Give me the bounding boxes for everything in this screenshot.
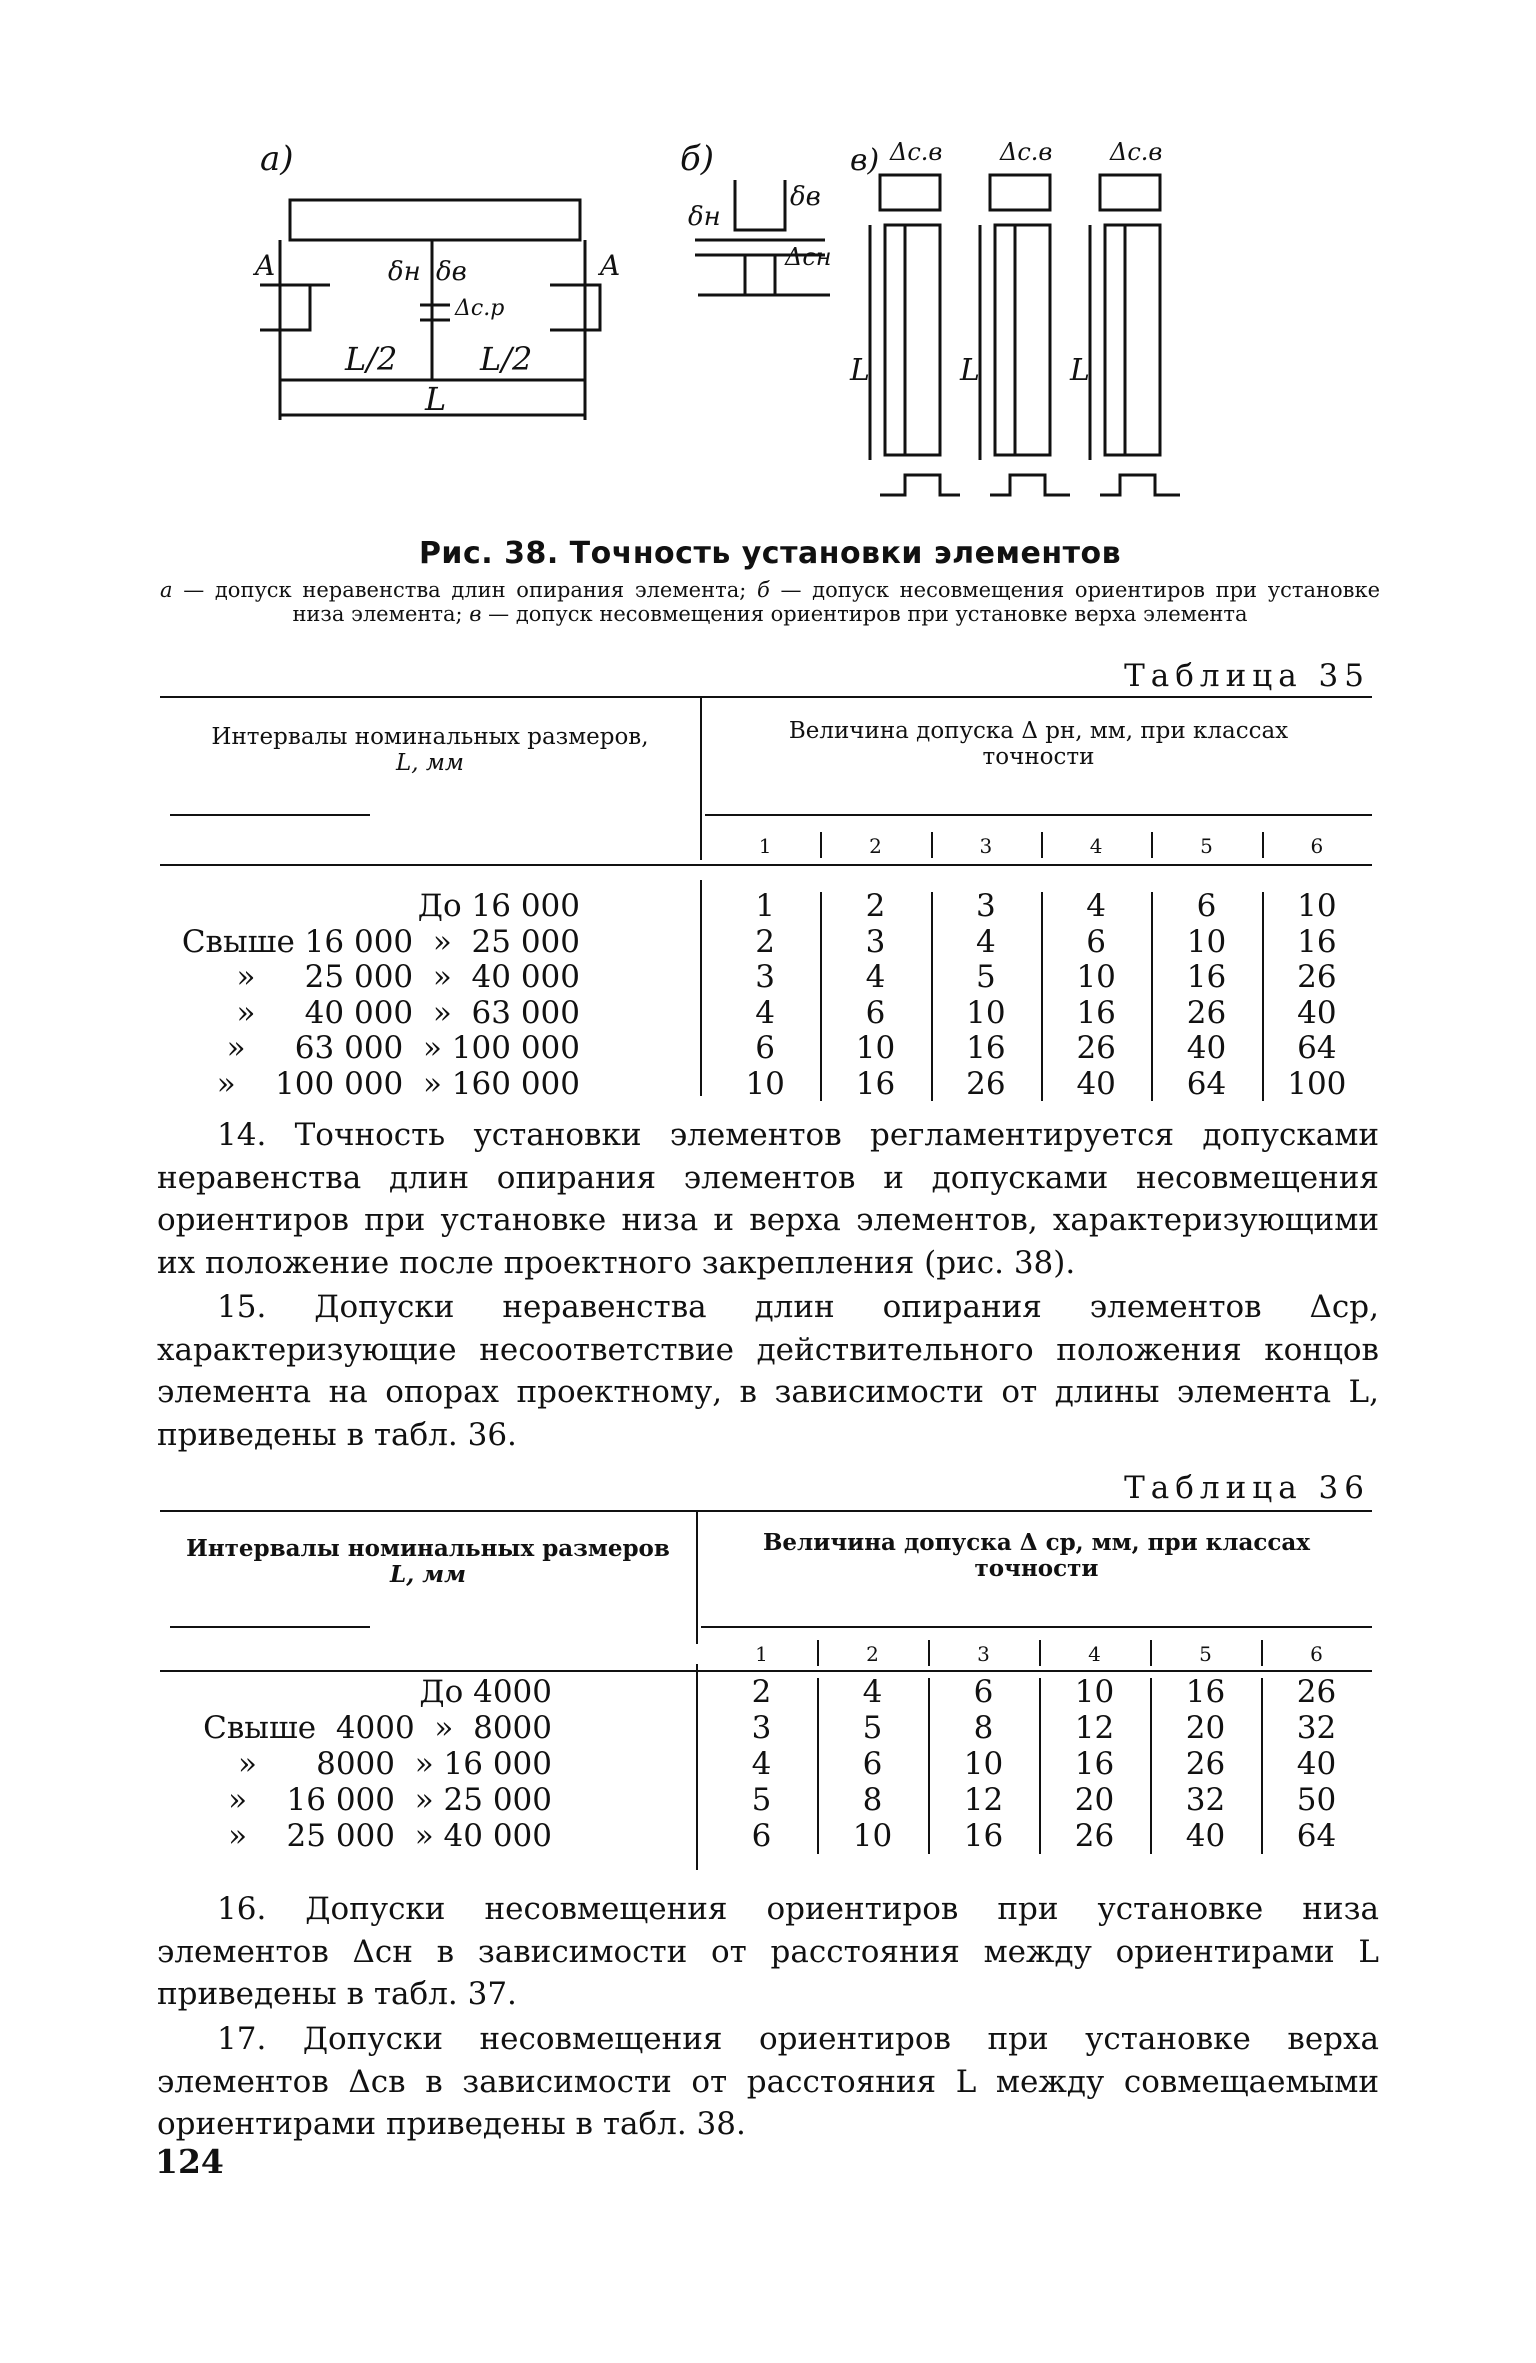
paragraph-17 xyxy=(157,2018,1379,2146)
value-cell: 50 xyxy=(1296,1782,1337,1818)
value-cell: 4 xyxy=(975,923,996,960)
table-36-header-left-2: L, мм xyxy=(390,1561,466,1588)
value-cell: 10 xyxy=(963,1746,1004,1782)
table-35 xyxy=(160,696,1372,1106)
value-cell: 40 xyxy=(1185,1818,1226,1854)
table-35-header-left-1: Интервалы номинальных размеров, xyxy=(211,724,649,750)
sym-delta-n-b: δн xyxy=(688,202,721,232)
paragraph-17-text: 17. Допуски несовмещения ориентиров при установке верха элементов Δсв в зависимости от расстояния L между совмещаемыми ориентирами приведены в табл. 38. xyxy=(157,2021,1379,2142)
value-cell: 16 xyxy=(1297,923,1337,960)
sym-L-v-1: L xyxy=(850,353,870,388)
table-35-header-right xyxy=(705,718,1372,770)
value-cell: 6 xyxy=(1196,888,1217,924)
class-header-6: 6 xyxy=(1310,1642,1323,1666)
interval-cell: » 25 000 » 40 000 xyxy=(228,1818,552,1854)
value-cell: 3 xyxy=(755,959,776,995)
class-header-2: 2 xyxy=(869,834,882,858)
value-cell: 10 xyxy=(745,1065,785,1102)
value-cell: 16 xyxy=(1186,959,1227,995)
value-cell: 32 xyxy=(1296,1710,1337,1746)
value-cell: 26 xyxy=(1074,1818,1115,1854)
value-cell: 26 xyxy=(966,1065,1006,1102)
caption-key-v: в xyxy=(469,602,482,626)
value-cell: 10 xyxy=(1297,888,1337,924)
class-header-5: 5 xyxy=(1200,834,1213,858)
sym-delta-cv-2: Δс.в xyxy=(1000,138,1053,166)
class-header-6: 6 xyxy=(1310,834,1324,858)
paragraph-14-text: 14. Точность установки элементов регламентируется допусками неравенства длин опирания элементов и допусками несовмещения ориентиров при установке низа и верха элементов, характеризующими их положение после проектного закрепления (рис. 38). xyxy=(157,1117,1379,1281)
value-cell: 2 xyxy=(865,888,886,924)
value-cell: 20 xyxy=(1074,1782,1115,1818)
value-cell: 26 xyxy=(1297,959,1337,995)
interval-cell: » 63 000 » 100 000 xyxy=(226,1030,580,1066)
beam-a xyxy=(290,200,580,240)
value-cell: 16 xyxy=(1185,1674,1226,1710)
paragraph-14 xyxy=(157,1114,1379,1284)
value-cell: 32 xyxy=(1185,1782,1226,1818)
table-36-label: Таблица 36 xyxy=(1124,1470,1370,1506)
sym-A-left: A xyxy=(255,249,276,282)
table-35-label: Таблица 35 xyxy=(1124,658,1370,694)
element-b xyxy=(735,180,785,230)
sym-delta-v-b: δв xyxy=(790,182,821,212)
value-cell: 12 xyxy=(963,1782,1004,1818)
table-36-header-left-1: Интервалы номинальных размеров xyxy=(186,1535,670,1562)
value-cell: 20 xyxy=(1185,1710,1226,1746)
class-header-1: 1 xyxy=(758,834,772,858)
interval-cell: » 100 000 » 160 000 xyxy=(216,1065,580,1102)
paragraph-15-text: 15. Допуски неравенства длин опирания элементов Δср, характеризующие несоответствие действительного положения концов элемента на опорах проектному, в зависимости от длины элемента L, приведены в табл. 36. xyxy=(157,1289,1379,1453)
value-cell: 100 xyxy=(1287,1065,1347,1102)
interval-cell: Свыше 16 000 » 25 000 xyxy=(181,923,580,960)
caption-key-b: б xyxy=(757,578,770,602)
value-cell: 16 xyxy=(855,1065,896,1102)
caption-text-v: — допуск несовмещения ориентиров при установке верха элемента xyxy=(481,602,1248,626)
value-cell: 12 xyxy=(1074,1710,1115,1746)
sym-L-v-3: L xyxy=(1070,353,1090,388)
value-cell: 26 xyxy=(1185,1746,1226,1782)
caption-text-a: — допуск неравенства длин опирания элемента; xyxy=(172,578,757,602)
table-36-header-right xyxy=(701,1530,1372,1582)
value-cell: 40 xyxy=(1076,1065,1116,1102)
paragraph-15 xyxy=(157,1286,1379,1456)
value-cell: 4 xyxy=(755,994,776,1031)
value-cell: 3 xyxy=(751,1710,772,1746)
value-cell: 10 xyxy=(1186,923,1227,960)
table-35-header-right-1: Величина допуска Δ рн, мм, при классах xyxy=(788,718,1289,744)
value-cell: 10 xyxy=(1074,1674,1115,1710)
value-cell: 16 xyxy=(1074,1746,1115,1782)
column-v-1 xyxy=(885,225,940,455)
value-cell: 16 xyxy=(966,1030,1006,1066)
figure-38 xyxy=(240,130,1320,530)
value-cell: 2 xyxy=(751,1674,772,1710)
support-right xyxy=(550,285,600,330)
value-cell: 10 xyxy=(966,994,1006,1031)
value-cell: 64 xyxy=(1297,1030,1337,1066)
caption-text-b: — допуск несовмещения ориентиров при установке низа элемента; xyxy=(292,578,1380,626)
value-cell: 6 xyxy=(751,1818,772,1854)
value-cell: 10 xyxy=(1076,959,1116,995)
sym-L-v-2: L xyxy=(960,353,980,388)
fig-label-a: а) xyxy=(260,139,294,179)
table-35-header-right-2: точности xyxy=(982,744,1095,770)
figure-title: Рис. 38. Точность установки элементов xyxy=(418,536,1122,571)
sym-L-a: L xyxy=(425,380,447,418)
value-cell: 26 xyxy=(1296,1674,1337,1710)
value-cell: 1 xyxy=(755,888,776,924)
value-cell: 10 xyxy=(855,1030,896,1066)
sym-L2-right: L/2 xyxy=(480,340,533,378)
table-35-header-left xyxy=(160,724,700,776)
interval-cell: » 16 000 » 25 000 xyxy=(228,1782,552,1818)
sym-delta-cv-3: Δс.в xyxy=(1110,138,1163,166)
value-cell: 8 xyxy=(973,1710,994,1746)
interval-cell: Свыше 4000 » 8000 xyxy=(203,1710,552,1746)
column-v-2 xyxy=(995,225,1050,455)
table-35-header-left-2: L, мм xyxy=(395,750,465,776)
value-cell: 6 xyxy=(865,994,886,1031)
caption-key-a: а xyxy=(160,578,173,602)
value-cell: 5 xyxy=(751,1782,772,1818)
value-cell: 40 xyxy=(1186,1030,1227,1066)
interval-cell: До 4000 xyxy=(419,1674,552,1710)
table-36-header-right-1: Величина допуска Δ ср, мм, при классах xyxy=(762,1529,1310,1556)
sym-delta-cn: Δсн xyxy=(785,243,832,271)
sym-A-right: A xyxy=(600,249,621,282)
value-cell: 40 xyxy=(1297,994,1337,1031)
value-cell: 16 xyxy=(1076,994,1116,1031)
fig-label-v: в) xyxy=(850,143,880,178)
value-cell: 4 xyxy=(751,1746,772,1782)
table-36 xyxy=(160,1510,1372,1880)
sym-delta-cp: Δс.р xyxy=(455,296,505,321)
value-cell: 2 xyxy=(755,923,776,960)
interval-cell: » 40 000 » 63 000 xyxy=(236,994,580,1031)
value-cell: 8 xyxy=(862,1782,883,1818)
value-cell: 6 xyxy=(1086,923,1107,960)
table-36-header-left xyxy=(160,1536,696,1588)
paragraph-16-text: 16. Допуски несовмещения ориентиров при установке низа элементов Δсн в зависимости от расстояния между ориентирами L приведены в табл. 37. xyxy=(157,1891,1379,2012)
value-cell: 6 xyxy=(862,1746,883,1782)
interval-cell: » 25 000 » 40 000 xyxy=(236,959,580,995)
value-cell: 3 xyxy=(975,888,996,924)
value-cell: 64 xyxy=(1296,1818,1337,1854)
value-cell: 4 xyxy=(865,959,886,995)
class-header-3: 3 xyxy=(979,834,993,858)
value-cell: 3 xyxy=(865,923,886,960)
class-header-2: 2 xyxy=(866,1642,879,1666)
interval-cell: До 16 000 xyxy=(417,888,580,924)
class-header-1: 1 xyxy=(755,1642,768,1666)
value-cell: 16 xyxy=(963,1818,1004,1854)
value-cell: 40 xyxy=(1296,1746,1337,1782)
class-header-4: 4 xyxy=(1089,834,1103,858)
sym-delta-v-a: δв xyxy=(436,257,467,287)
class-header-3: 3 xyxy=(977,1642,990,1666)
value-cell: 26 xyxy=(1076,1030,1116,1066)
value-cell: 10 xyxy=(852,1818,893,1854)
class-header-5: 5 xyxy=(1199,1642,1212,1666)
class-header-4: 4 xyxy=(1088,1642,1101,1666)
page-number: 124 xyxy=(155,2142,224,2181)
value-cell: 6 xyxy=(973,1674,994,1710)
paragraph-16 xyxy=(157,1888,1379,2016)
column-v-3 xyxy=(1105,225,1160,455)
fig-label-b: б) xyxy=(680,139,715,179)
support-left xyxy=(260,285,310,330)
value-cell: 26 xyxy=(1186,994,1227,1031)
figure-38-drawing xyxy=(240,130,1320,530)
value-cell: 4 xyxy=(1086,888,1107,924)
sym-delta-n-a: δн xyxy=(388,257,421,287)
table-36-header-right-2: точности xyxy=(974,1555,1099,1582)
value-cell: 5 xyxy=(975,959,996,995)
sym-delta-cv-1: Δс.в xyxy=(890,138,943,166)
figure-caption xyxy=(160,578,1380,626)
value-cell: 5 xyxy=(862,1710,883,1746)
value-cell: 4 xyxy=(862,1674,883,1710)
interval-cell: » 8000 » 16 000 xyxy=(238,1746,552,1782)
value-cell: 64 xyxy=(1186,1065,1227,1102)
sym-L2-left: L/2 xyxy=(345,340,398,378)
value-cell: 6 xyxy=(755,1030,776,1066)
